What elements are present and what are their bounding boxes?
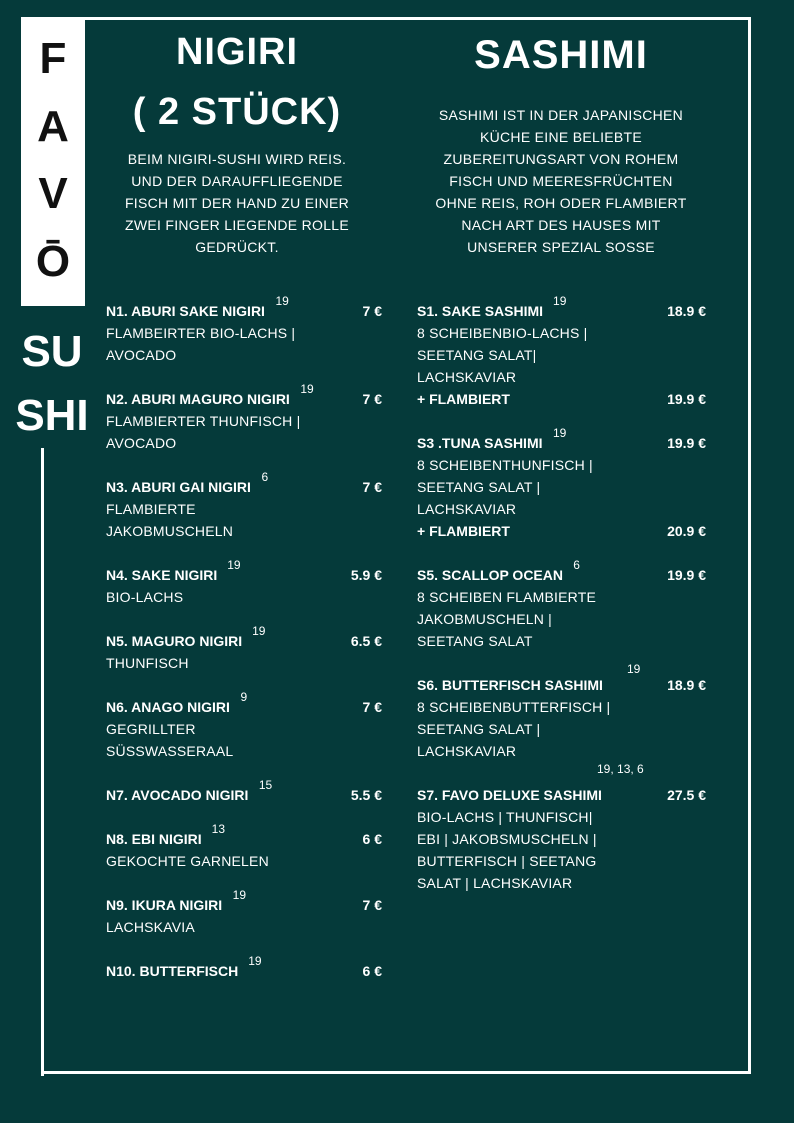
frame-left-line (41, 448, 44, 1076)
item-description: SEETANG SALAT | (417, 479, 541, 495)
menu-item (106, 822, 382, 872)
allergen-number: 19 (553, 426, 567, 440)
menu-item (106, 624, 382, 674)
item-name: N4. SAKE NIGIRI (106, 567, 218, 583)
item-extra-price: 19.9 € (667, 391, 706, 407)
allergen-number: 19 (275, 294, 289, 308)
description-line: UNSERER SPEZIAL SOSSE (467, 239, 655, 255)
description-line: ZUBEREITUNGSART VON ROHEM (443, 151, 679, 167)
allergen-number: 15 (258, 778, 273, 792)
item-name: S5. SCALLOP OCEAN (417, 567, 563, 583)
item-description: BIO-LACHS | THUNFISCH| (417, 809, 593, 825)
item-description: LACHSKAVIAR (417, 501, 517, 517)
item-name: N8. EBI NIGIRI (106, 831, 202, 847)
item-name: N10. BUTTERFISCH (106, 963, 239, 979)
item-price: 18.9 € (667, 677, 706, 693)
item-name: S6. BUTTERFISCH SASHIMI (417, 677, 603, 693)
item-description: GEKOCHTE GARNELEN (106, 853, 269, 869)
item-description: 8 SCHEIBENTHUNFISCH | (417, 457, 593, 473)
item-description: 8 SCHEIBEN FLAMBIERTE (417, 589, 596, 605)
allergen-number: 6 (261, 470, 269, 484)
allergen-number: 6 (573, 558, 580, 572)
item-price: 7 € (362, 479, 382, 495)
description-line: FISCH MIT DER HAND ZU EINER (124, 195, 350, 211)
item-description: AVOCADO (106, 435, 177, 451)
item-description: JAKOBMUSCHELN | (417, 611, 552, 627)
item-description: SALAT | LACHSKAVIAR (417, 875, 573, 891)
menu-item (106, 382, 382, 454)
allergen-number: 19 (252, 624, 266, 638)
description-line: SASHIMI IST IN DER JAPANISCHEN (438, 107, 684, 123)
item-description: SEETANG SALAT | (417, 721, 541, 737)
item-extra: + FLAMBIERT (417, 523, 510, 539)
item-description: THUNFISCH (106, 655, 189, 671)
item-description: FLAMBIERTE (106, 501, 196, 517)
item-description: 8 SCHEIBENBIO-LACHS | (417, 325, 588, 341)
sushi-label-top: SU (21, 327, 83, 376)
item-description: LACHSKAVIA (106, 919, 195, 935)
nigiri-description (102, 148, 372, 258)
menu-item (417, 762, 706, 894)
item-description: LACHSKAVIAR (417, 369, 517, 385)
nigiri-subtitle: ( 2 STÜCK) (132, 91, 342, 133)
item-price: 27.5 € (667, 787, 706, 803)
item-price: 7 € (362, 303, 382, 319)
item-name: N3. ABURI GAI NIGIRI (106, 479, 251, 495)
item-name: N1. ABURI SAKE NIGIRI (106, 303, 265, 319)
description-line: GEDRÜCKT. (195, 239, 279, 255)
logo-letter: V (38, 169, 68, 219)
allergen-number: 19 (300, 382, 314, 396)
menu-item (106, 558, 382, 608)
allergen-number: 9 (240, 690, 248, 704)
item-name: S1. SAKE SASHIMI (417, 303, 544, 319)
description-line: OHNE REIS, ROH ODER FLAMBIERT (435, 195, 687, 211)
item-description: SEETANG SALAT (417, 633, 533, 649)
item-price: 7 € (362, 391, 382, 407)
item-price: 6 € (362, 831, 382, 847)
item-name: N5. MAGURO NIGIRI (106, 633, 243, 649)
item-price: 5.5 € (350, 787, 382, 803)
item-description: BUTTERFISCH | SEETANG (417, 853, 597, 869)
item-price: 18.9 € (667, 303, 706, 319)
item-price: 6.5 € (350, 633, 382, 649)
item-description: LACHSKAVIAR (417, 743, 517, 759)
sushi-label-bottom: SHI (15, 391, 89, 440)
item-price: 19.9 € (667, 567, 706, 583)
description-line: ZWEI FINGER LIEGENDE ROLLE (124, 217, 350, 233)
item-name: N9. IKURA NIGIRI (106, 897, 223, 913)
logo-letter: A (37, 101, 69, 151)
menu-item (106, 888, 382, 938)
menu-item (106, 294, 382, 366)
allergen-number: 19 (227, 558, 241, 572)
item-name: S7. FAVO DELUXE SASHIMI (417, 787, 602, 803)
item-price: 5.9 € (350, 567, 382, 583)
item-description: EBI | JAKOBSMUSCHELN | (417, 831, 597, 847)
brand-logo (21, 17, 85, 306)
menu-item (106, 470, 382, 542)
menu-item (417, 294, 706, 410)
menu-item (417, 558, 706, 652)
item-description: 8 SCHEIBENBUTTERFISCH | (417, 699, 611, 715)
item-extra-price: 20.9 € (667, 523, 706, 539)
item-extra: + FLAMBIERT (417, 391, 510, 407)
menu-item (106, 690, 382, 762)
item-description: FLAMBEIRTER BIO-LACHS | (106, 325, 296, 341)
description-line: FISCH UND MEERESFRÜCHTEN (449, 173, 673, 189)
logo-letter: F (39, 33, 67, 83)
item-description: BIO-LACHS (106, 589, 184, 605)
item-price: 7 € (362, 897, 382, 913)
item-description: JAKOBMUSCHELN (106, 523, 234, 539)
menu-item (417, 662, 706, 762)
item-price: 6 € (362, 963, 382, 979)
description-line: NACH ART DES HAUSES MIT (461, 217, 661, 233)
item-description: SÜSSWASSERAAL (106, 743, 234, 759)
allergen-number: 19 (232, 888, 247, 902)
description-line: BEIM NIGIRI-SUSHI WIRD REIS. (127, 151, 347, 167)
allergen-number: 19, 13, 6 (597, 762, 644, 776)
allergen-number: 19 (248, 954, 262, 968)
menu-item (106, 954, 382, 982)
item-price: 7 € (362, 699, 382, 715)
item-price: 19.9 € (667, 435, 706, 451)
allergen-number: 19 (553, 294, 567, 308)
menu-item (417, 426, 706, 542)
item-name: N7. AVOCADO NIGIRI (106, 787, 249, 803)
sashimi-title: SASHIMI (474, 33, 648, 77)
sashimi-description (410, 104, 712, 258)
item-description: SEETANG SALAT| (417, 347, 537, 363)
item-description: AVOCADO (106, 347, 177, 363)
description-line: UND DER DARAUFFLIEGENDE (131, 173, 343, 189)
menu-item (106, 778, 382, 806)
item-name: N2. ABURI MAGURO NIGIRI (106, 391, 290, 407)
logo-letter: Ō (35, 237, 71, 287)
item-description: GEGRILLTER (106, 721, 196, 737)
item-description: FLAMBIERTER THUNFISCH | (106, 413, 301, 429)
allergen-number: 13 (211, 822, 226, 836)
item-name: N6. ANAGO NIGIRI (106, 699, 230, 715)
allergen-number: 19 (627, 662, 641, 676)
description-line: KÜCHE EINE BELIEBTE (479, 129, 643, 145)
item-name: S3 .TUNA SASHIMI (417, 435, 543, 451)
nigiri-title: NIGIRI (175, 31, 299, 73)
